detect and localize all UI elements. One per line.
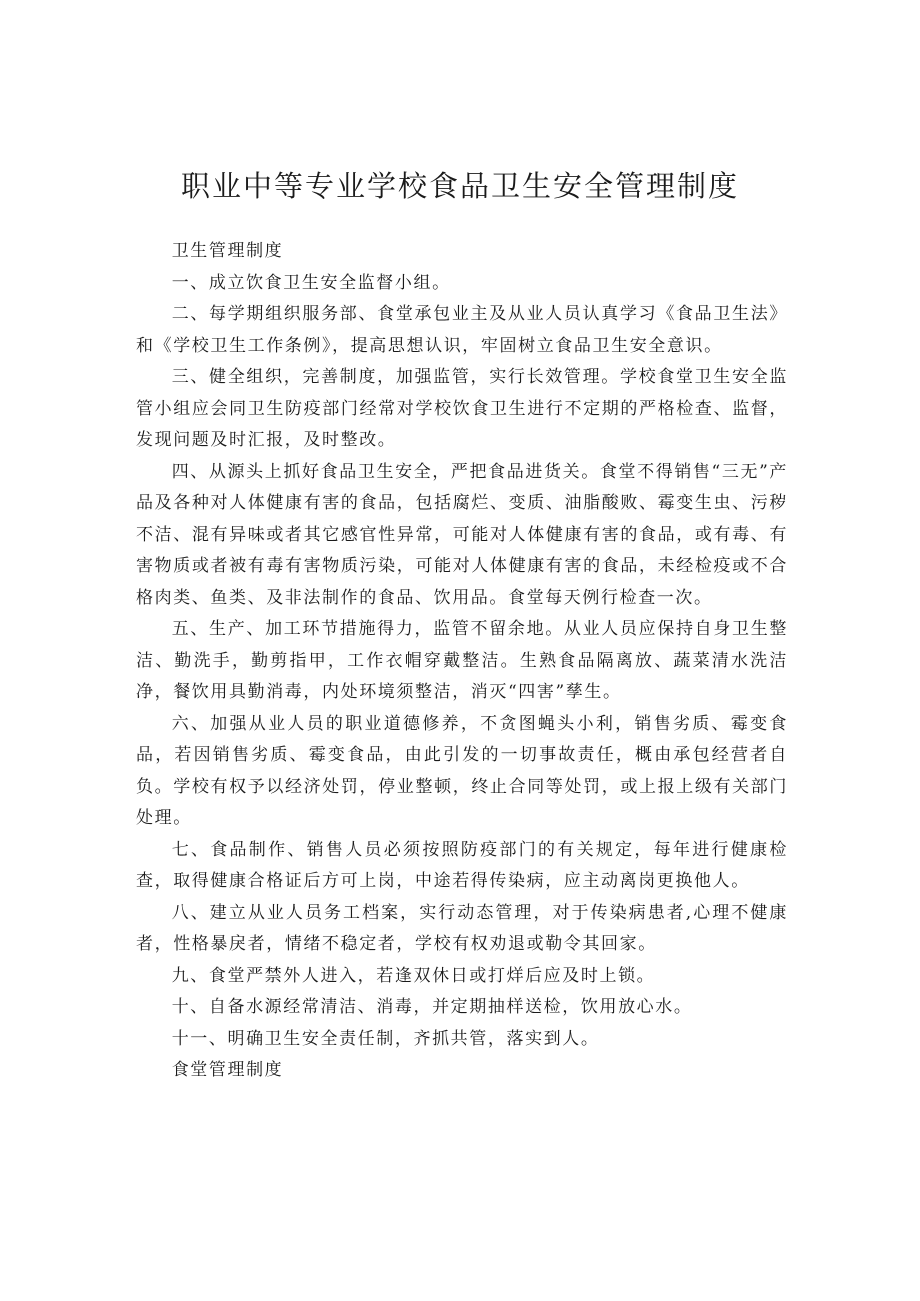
paragraph-item-2: 二、每学期组织服务部、食堂承包业主及从业人员认真学习《食品卫生法》和《学校卫生工作条例》，提高思想认识，牢固树立食品卫生安全意识。 [136, 304, 788, 356]
paragraph-item-4: 四、从源头上抓好食品卫生安全，严把食品进货关。食堂不得销售“三无”产品及各种对人体健康有害的食品，包括腐烂、变质、油脂酸败、霉变生虫、污秽不洁、混有异味或者其它感官性异常，可能对人体健康有害的食品，或有毒、有害物质或者被有毒有害物质污染，可能对人体健康有害的食品，未经检疫或不合格肉类、鱼类、及非法制作的食品、饮用品。食堂每天例行检查一次。 [136, 461, 788, 608]
document-title: 职业中等专业学校食品卫生安全管理制度 [180, 169, 739, 203]
paragraph-item-11: 十一、明确卫生安全责任制，齐抓共管，落实到人。 [171, 1028, 600, 1049]
paragraph-item-7: 七、食品制作、销售人员必须按照防疫部门的有关规定，每年进行健康检查，取得健康合格证后方可上岗，中途若得传染病，应主动离岗更换他人。 [136, 839, 788, 891]
paragraph-item-1: 一、成立饮食卫生安全监督小组。 [171, 272, 451, 293]
paragraph-item-10: 十、自备水源经常清洁、消毒，并定期抽样送检，饮用放心水。 [171, 997, 693, 1017]
paragraph-item-6: 六、加强从业人员的职业道德修养，不贪图蝇头小利，销售劣质、霉变食品，若因销售劣质、霉变食品，由此引发的一切事故责任，概由承包经营者自负。学校有权予以经济处罚，停业整顿，终止合同等处罚，或上报上级有关部门处理。 [136, 713, 788, 828]
paragraph-item-5: 五、生产、加工环节措施得力，监管不留余地。从业人员应保持自身卫生整洁、勤洗手，勤剪指甲，工作衣帽穿戴整洁。生熟食品隔离放、蔬菜清水洗洁净，餐饮用具勤消毒，内处环境须整洁，消灭“四害”孳生。 [136, 619, 788, 702]
document-body [136, 236, 788, 1087]
paragraph-item-8: 八、建立从业人员务工档案，实行动态管理，对于传染病患者,心理不健康者，性格暴戾者，情绪不稳定者，学校有权劝退或勒令其回家。 [136, 902, 788, 954]
section-heading-canteen: 食堂管理制度 [171, 1060, 284, 1080]
paragraph-item-9: 九、食堂严禁外人进入，若逢双休日或打烊后应及时上锁。 [171, 965, 656, 986]
section-heading-hygiene: 卫生管理制度 [171, 241, 284, 261]
paragraph-item-3: 三、健全组织，完善制度，加强监管，实行长效管理。学校食堂卫生安全监管小组应会同卫生防疫部门经常对学校饮食卫生进行不定期的严格检查、监督，发现问题及时汇报，及时整改。 [136, 367, 788, 450]
